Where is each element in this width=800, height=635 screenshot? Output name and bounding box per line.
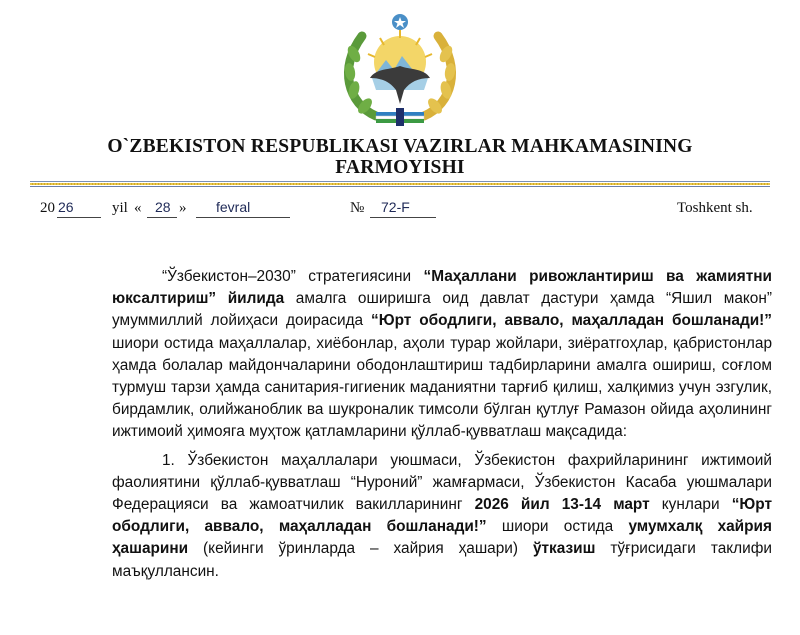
year-prefix: 20 xyxy=(40,200,55,216)
state-emblem xyxy=(320,8,480,134)
day-value: 28 xyxy=(155,199,171,215)
text-run-bold: умумхалқ хайрия ҳашарини xyxy=(112,518,772,558)
date-bold: 2026 йил 13-14 март xyxy=(474,496,650,514)
year-underline xyxy=(57,217,101,218)
text-run: “Ўзбекистон–2030” стратегиясини xyxy=(162,268,424,285)
clause-1-paragraph xyxy=(112,450,772,583)
slogan-bold: “Юрт ободлиги, аввало, маҳалладан бошланади!” xyxy=(371,312,772,330)
number-sign: № xyxy=(350,200,365,216)
text-run: (кейинги ўринларда – хайрия ҳашари) xyxy=(188,540,533,558)
header-divider xyxy=(30,181,770,187)
text-run: амалга оширишга оид давлат дастури ҳамда “Яшил макон” умуммиллий лойиҳаси доирасида xyxy=(112,290,772,330)
yil-label: yil xyxy=(112,200,128,216)
month-value: fevral xyxy=(216,199,251,215)
text-run: шиори остида xyxy=(486,518,629,536)
month-underline xyxy=(196,217,290,218)
quote-close: » xyxy=(179,200,187,216)
place-label: Toshkent sh. xyxy=(677,200,753,216)
text-run: кунлари xyxy=(649,496,732,514)
text-run-bold: ўтказиш xyxy=(532,540,596,558)
day-underline xyxy=(147,217,177,218)
text-run-bold: “Маҳаллани ривожлантириш ва жамиятни юксалтириш” йилида xyxy=(112,268,772,308)
quote-open: « xyxy=(134,200,142,216)
text-run: 1. Ўзбекистон маҳаллалари уюшмаси, Ўзбекистон фахрийларининг ижтимоий фаолиятини қўллаб-қувватлаш “Нуроний” жамғармаси, Ўзбекистон Касаба уюшмалари Федерацияси ва жамоатчилик вакилларининг xyxy=(112,451,772,514)
document-title-line2: FARMOYISHI xyxy=(335,157,465,178)
document-body xyxy=(112,266,772,583)
text-run: тўғрисидаги таклифи маъқуллансин. xyxy=(112,540,773,580)
number-underline xyxy=(370,217,436,218)
year-value: 26 xyxy=(58,199,74,215)
document-title-line1: O`ZBEKISTON RESPUBLIKASI VAZIRLAR MAHKAMASINING xyxy=(107,136,693,157)
number-value: 72-F xyxy=(381,199,410,215)
slogan-bold: “Юрт ободлиги, аввало, маҳалладан бошланади!” xyxy=(112,496,772,536)
text-run: шиори остида маҳаллалар, хиёбонлар, аҳоли турар жойлари, зиёратгоҳлар, қабристонлар ҳамда болалар майдончаларини ободонлаштириш тадбирларини амалга ошириш, соғлом турмуш тарзи ҳамда санитария-гигиеник маданиятни тарғиб қилиш, халқимиз учун эзгулик, бирдамлик, олийжанoблик ва шукроналик тимсоли бўлган қутлуғ Рамазон ойида аҳолининг ижтимоий ҳимояга муҳтож қатламларини қўллаб-қувватлаш мақсадида: xyxy=(112,334,772,441)
preamble-paragraph xyxy=(112,266,772,444)
